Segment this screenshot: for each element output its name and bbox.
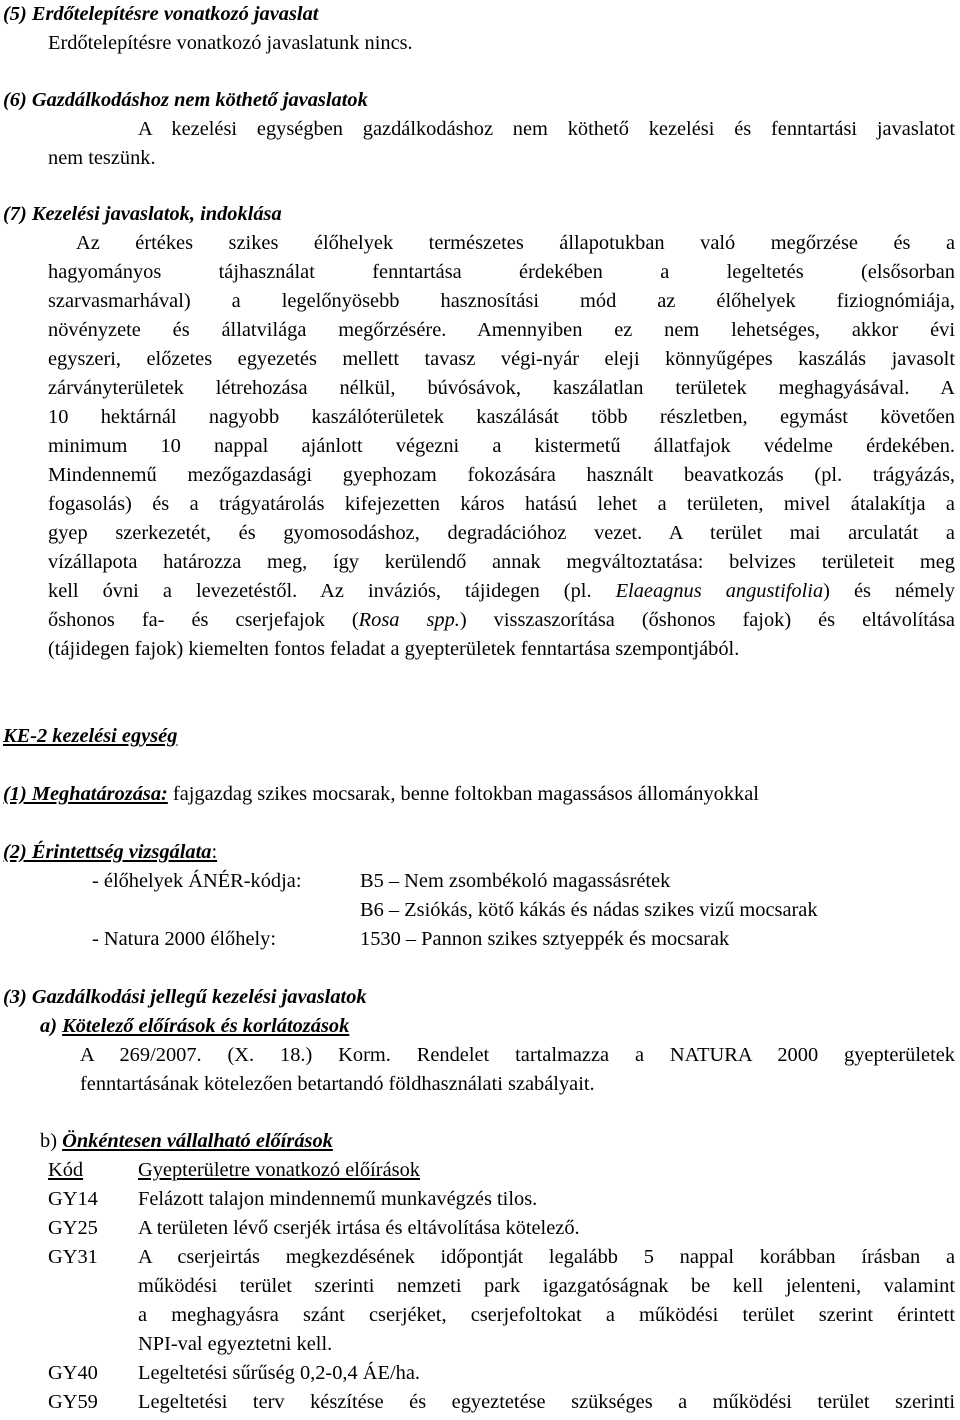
table-row [0, 1243, 960, 1359]
text-line [48, 577, 955, 606]
species-name: Rosa spp. [358, 609, 460, 631]
text-line: (tájidegen fajok) kiemelten fontos feladat a gyepterületek fenntartása szempontjából. [48, 638, 740, 660]
text-line: Legeltetési terv készítése és egyeztetése szükséges a működési terület szerinti [138, 1391, 955, 1413]
table-row [0, 1388, 960, 1417]
text-line: zárványterületek létrehozása nélkül, búvósávok, kaszálatlan területek meghagyásával. A [48, 377, 955, 399]
table-row [0, 1359, 960, 1388]
section-6-title: (6) Gazdálkodáshoz nem köthető javaslatok [3, 89, 368, 111]
text-fragment: kell óvni a levezetéstől. Az inváziós, tájidegen (pl. [48, 580, 616, 602]
rule-code: GY40 [48, 1362, 98, 1384]
definition-label: (1) Meghatározása: [3, 783, 168, 805]
subsection-a-label: Kötelező előírások és korlátozások [62, 1015, 350, 1037]
rule-code: GY31 [48, 1246, 98, 1268]
subsection-prefix: b) [40, 1130, 63, 1152]
text-line: minimum 10 nappal ajánlott végezni a kistermetű állatfajok védelme érdekében. [48, 435, 955, 457]
section-3-title: (3) Gazdálkodási jellegű kezelési javaslatok [3, 986, 367, 1008]
text-line: nem teszünk. [48, 147, 156, 169]
text-line: Mindennemű mezőgazdasági gyephozam fokozására használt beavatkozás (pl. trágyázás, [48, 464, 955, 486]
rule-text [138, 1243, 955, 1359]
rule-code: GY59 [48, 1391, 98, 1413]
text-line: A kezelési egységben gazdálkodáshoz nem köthető kezelési és fenntartási javaslatot [138, 118, 955, 140]
ke2-title: KE-2 kezelési egység [3, 725, 178, 747]
natura-label: - Natura 2000 élőhely: [92, 928, 277, 950]
text-line: A 269/2007. (X. 18.) Korm. Rendelet tartalmazza a NATURA 2000 gyepterületek [80, 1044, 955, 1066]
text-line: gyep szerkezetét, és gyomosodáshoz, degradációhoz vezet. A terület mai arculatát a [48, 522, 955, 544]
section-6-body [48, 115, 955, 173]
text-line: Legeltetési sűrűség 0,2-0,4 ÁE/ha. [138, 1362, 420, 1384]
text-line: növényzete és állatvilága megőrzésére. Amennyiben ez nem lehetséges, akkor évi [48, 319, 955, 341]
ke2-definition [3, 780, 759, 809]
text-fragment: őshonos fa- és cserjefajok ( [48, 609, 359, 631]
rule-code: GY14 [48, 1188, 98, 1210]
text-line [48, 606, 955, 635]
rule-text [138, 1214, 955, 1243]
subsection-prefix: a) [40, 1015, 63, 1037]
aner-item-2: B6 – Zsiókás, kötő kákás és nádas szikes vizű mocsarak [360, 899, 818, 921]
text-line: a meghagyásra szánt cserjéket, cserjefoltokat a működési terület szerint érintett [138, 1304, 955, 1326]
text-line: szarvasmarhával) a legelőnyösebb hasznosítási mód az élőhelyek fiziognómiája, [48, 290, 955, 312]
text-line: NPI-val egyeztetni kell. [138, 1333, 333, 1355]
affected-label: (2) Érintettség vizsgálata [3, 841, 212, 863]
text-line: Az értékes szikes élőhelyek természetes állapotukban való megőrzése és a [76, 232, 955, 254]
text-line: fenntartásának kötelezően betartandó földhasználati szabályait. [80, 1073, 595, 1095]
text-line: A területen lévő cserjék irtása és eltávolítása kötelező. [138, 1217, 580, 1239]
column-header-description: Gyepterületre vonatkozó előírások [138, 1159, 420, 1181]
text-line: egyszeri, előzetes egyezetés mellett tavasz végi-nyár eleji könnyűgépes kaszálás javasolt [48, 348, 955, 370]
text-fragment: ) és némely [823, 580, 955, 602]
ke2-affected-title [3, 838, 217, 867]
text-fragment: ) visszaszorítása (őshonos fajok) és eltávolítása [459, 609, 955, 631]
species-name: Elaeagnus angustifolia [615, 580, 824, 602]
text-line: vízállapota határozza meg, így kerülendő annak megváltoztatása: belvizes területeit meg [48, 551, 955, 573]
aner-label: - élőhelyek ÁNÉR-kódja: [92, 870, 302, 892]
definition-text: fajgazdag szikes mocsarak, benne foltokban magassásos állományokkal [167, 783, 759, 805]
section-5-title: (5) Erdőtelepítésre vonatkozó javaslat [3, 3, 319, 25]
subsection-a-body [80, 1041, 955, 1099]
rule-text [138, 1388, 955, 1417]
text-line: hagyományos tájhasználat fenntartása érdekében a legeltetés (elsősorban [48, 261, 955, 283]
section-5-text: Erdőtelepítésre vonatkozó javaslatunk nincs. [48, 32, 413, 54]
affected-colon: : [211, 841, 218, 863]
section-7-body [48, 229, 955, 664]
rule-text [138, 1359, 955, 1388]
text-line: fogasolás) és a trágyatárolás kifejezetten káros hatású lehet a területen, mivel átalakítja a [48, 493, 955, 515]
text-line: A cserjeirtás megkezdésének időpontját legalább 5 nappal korábban írásban a [138, 1246, 955, 1268]
table-row [0, 1185, 960, 1214]
table-row [0, 1214, 960, 1243]
subsection-a-title [40, 1012, 349, 1041]
section-7-title: (7) Kezelési javaslatok, indoklása [3, 203, 282, 225]
text-line: 10 hektárnál nagyobb kaszálóterületek kaszálását több részletben, egymást követően [48, 406, 955, 428]
natura-item-1: 1530 – Pannon szikes sztyeppék és mocsarak [360, 928, 730, 950]
rule-text [138, 1185, 955, 1214]
subsection-b-title [40, 1127, 333, 1156]
aner-item-1: B5 – Nem zsombékoló magassásrétek [360, 870, 671, 892]
column-header-code: Kód [48, 1159, 84, 1181]
text-line: Felázott talajon mindennemű munkavégzés tilos. [138, 1188, 538, 1210]
rule-code: GY25 [48, 1217, 98, 1239]
text-line: működési terület szerinti nemzeti park igazgatóságnak be kell jelenteni, valamint [138, 1275, 955, 1297]
rules-table-header [0, 1156, 960, 1185]
subsection-b-label: Önkéntesen vállalható előírások [62, 1130, 333, 1152]
